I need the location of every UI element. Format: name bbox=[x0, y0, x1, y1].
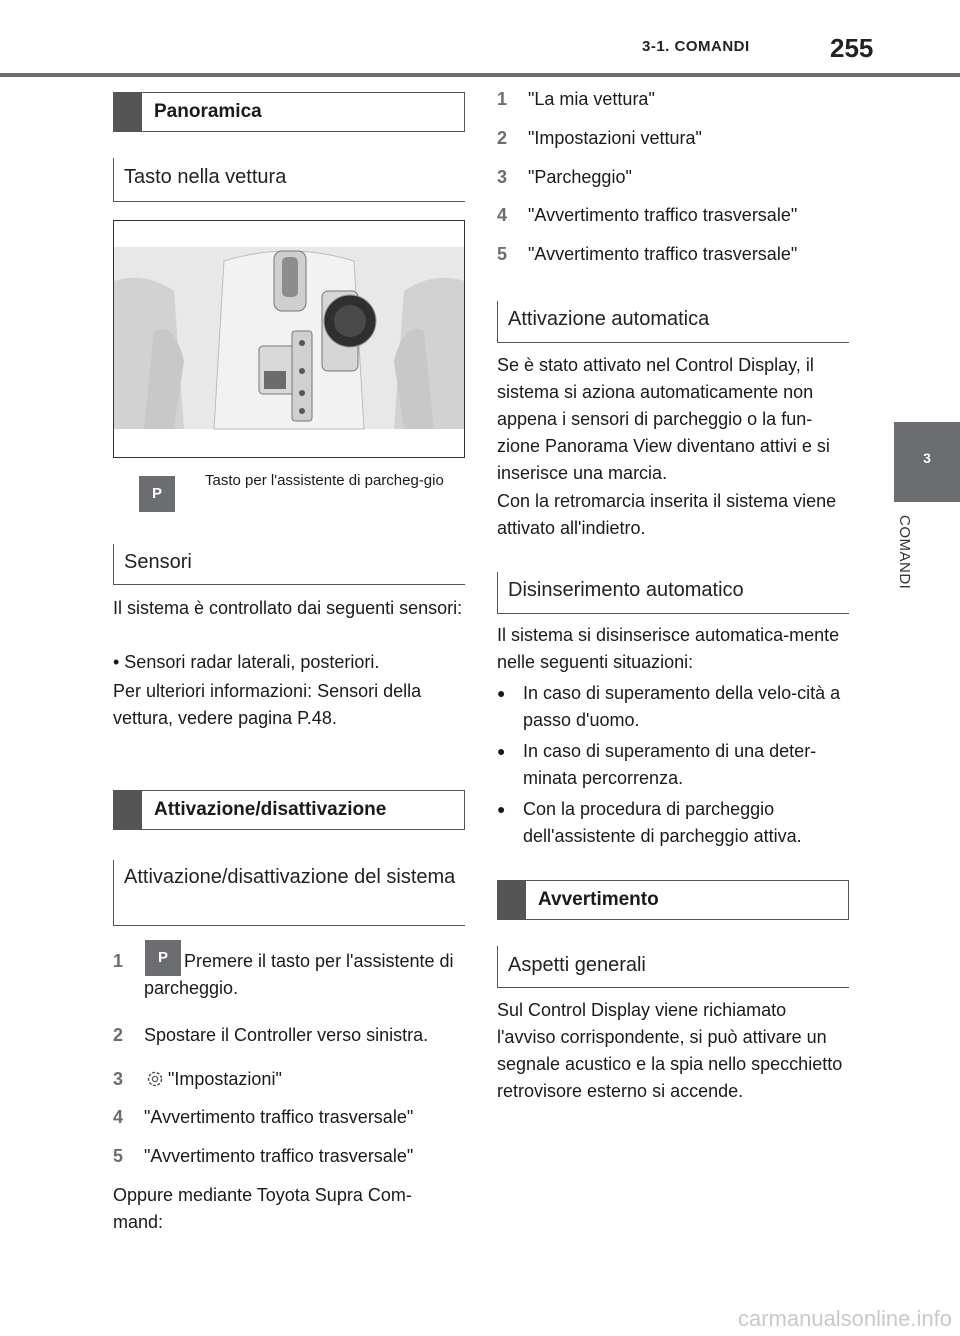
sensori-text-2: Per ulteriori informazioni: Sensori della vettura, vedere pagina P.48. bbox=[113, 681, 422, 728]
chapter-number: 3 bbox=[923, 450, 931, 466]
page-number: 255 bbox=[830, 33, 874, 63]
subheading-attivazione-sistema: Attivazione/disattivazione del sistema bbox=[113, 860, 465, 926]
header-section-title: 3-1. COMANDI bbox=[642, 38, 750, 55]
step-left-1: 1 P Premere il tasto per l'assistente di parcheggio. bbox=[113, 948, 465, 1018]
auto-off-text: Il sistema si disinserisce automatica-mente nelle seguenti situazioni: bbox=[497, 625, 840, 672]
auto-off-bullet-1: ● In caso di superamento della velo-cità a passo d'uomo. bbox=[523, 680, 849, 734]
section-box-panoramica: Panoramica bbox=[113, 92, 465, 132]
parking-assist-icon: P bbox=[139, 476, 175, 512]
auto-off-bullet-3: ● Con la procedura di parcheggio dell'assistente di parcheggio attiva. bbox=[523, 796, 849, 850]
subheading-tasto: Tasto nella vettura bbox=[113, 158, 465, 202]
section-box-avvertimento: Avvertimento bbox=[497, 880, 849, 920]
sensori-bullet: • Sensori radar laterali, posteriori. bbox=[113, 652, 380, 672]
subheading-disinserimento: Disinserimento automatico bbox=[497, 572, 849, 614]
parking-assist-icon: P bbox=[145, 940, 181, 976]
console-illustration bbox=[114, 221, 464, 457]
gear-icon bbox=[145, 1066, 165, 1093]
chapter-label: COMANDI bbox=[896, 515, 913, 590]
auto-on-text-2: Con la retromarcia inserita il sistema viene attivato all'indietro. bbox=[497, 491, 837, 538]
figure-caption: Tasto per l'assistente di parcheg-gio bbox=[205, 472, 444, 489]
sensori-text-1: Il sistema è controllato dai seguenti sensori: bbox=[113, 598, 463, 618]
aspetti-text: Sul Control Display viene richiamato l'avviso corrispondente, si può attivare un segnale acustico e la spia nello specchietto retrovisore esterno si accende. bbox=[497, 1000, 843, 1101]
oppure-text: Oppure mediante Toyota Supra Com-mand: bbox=[113, 1185, 412, 1232]
subheading-aspetti-generali: Aspetti generali bbox=[497, 946, 849, 988]
header-rule bbox=[0, 73, 960, 77]
subheading-attivazione-automatica: Attivazione automatica bbox=[497, 301, 849, 343]
section-box-attivazione: Attivazione/disattivazione bbox=[113, 790, 465, 830]
auto-on-text-1: Se è stato attivato nel Control Display, il sistema si aziona automaticamente non appena i sensori di parcheggio o la fun-zione Panorama View diventano attivi e si inserisce una marcia. bbox=[497, 355, 830, 483]
auto-off-bullet-2: ● In caso di superamento di una deter-minata percorrenza. bbox=[523, 738, 849, 792]
console-figure bbox=[113, 220, 465, 458]
subheading-sensori: Sensori bbox=[113, 544, 465, 585]
watermark: carmanualsonline.info bbox=[737, 1306, 952, 1331]
